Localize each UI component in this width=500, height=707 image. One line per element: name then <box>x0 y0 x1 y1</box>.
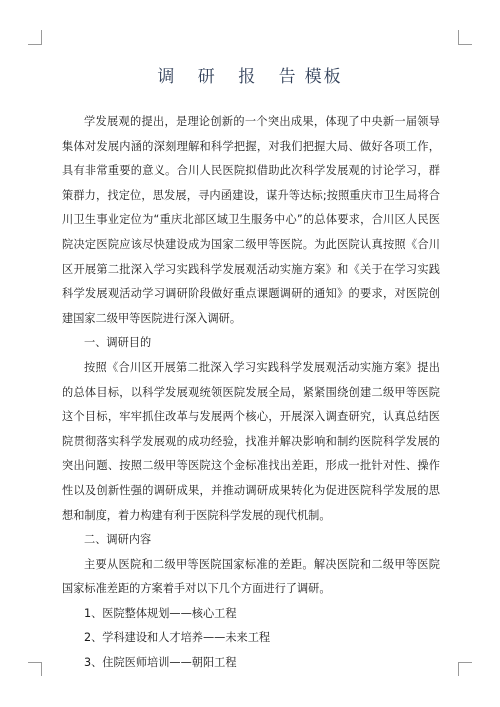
crop-mark-top-left <box>41 30 42 44</box>
crop-mark-top-right <box>458 44 472 45</box>
document-title <box>0 62 500 87</box>
crop-mark-bottom-left <box>28 662 42 663</box>
document-title-part1: 调 研 报 告 <box>157 67 305 87</box>
crop-mark-bottom-right <box>458 662 459 676</box>
purpose-paragraph: 按照《合川区开展第二批深入学习实践科学发展观活动实施方案》提出的总体目标，以科学发展观统领医院发展全局，紧紧围绕创建二级甲等医院这个目标，牢牢抓住改革与发展两个核心，开展深入调查研究，认真总结医院贯彻落实科学发展观的成功经验，找准并解决影响和制约医院科学发展的突出问题、按照二级甲等医院这个金标准找出差距，形成一批针对性、操作性以及创新性强的调研成果，并推动调研成果转化为促进医院科学发展的思想和制度，着力构建有利于医院科学发展的现代机制。 <box>62 360 440 522</box>
crop-mark-bottom-right <box>458 662 472 663</box>
crop-mark-top-right <box>458 30 459 44</box>
document-title-part2: 模板 <box>304 67 343 87</box>
section-heading-purpose: 一、调研目的 <box>84 336 152 350</box>
document-body <box>62 110 440 676</box>
content-paragraph: 主要从医院和二级甲等医院国家标准的差距。解决医院和二级甲等医院国家标准差距的方案着手对以下几个方面进行了调研。 <box>62 557 440 596</box>
section-heading-content: 二、调研内容 <box>84 533 152 547</box>
list-item: 1、医院整体规划——核心工程 <box>84 606 237 620</box>
list-item: 3、住院医师培训——朝阳工程 <box>84 656 237 670</box>
list-item: 2、学科建设和人才培养——未来工程 <box>84 631 271 645</box>
crop-mark-bottom-left <box>41 662 42 676</box>
intro-paragraph: 学发展观的提出，是理论创新的一个突出成果，体现了中央新一届领导集体对发展内涵的深刻理解和科学把握，对我们把握大局、做好各项工作，具有非常重要的意义。合川人民医院拟借助此次科学发展观的讨论学习，群策群力，找定位，思发展，寻内函建设，谋升等达标;按照重庆市卫生局将合川卫生事业定位为“重庆北部区域卫生服务中心”的总体要求，合川区人民医院决定医院应该尽快建设成为国家二级甲等医院。为此医院认真按照《合川区开展第二批深入学习实践科学发展观活动实施方案》和《关于在学习实践科学发展观活动学习调研阶段做好重点课题调研的通知》的要求，对医院创建国家二级甲等医院进行深入调研。 <box>62 115 440 325</box>
crop-mark-top-left <box>28 44 42 45</box>
